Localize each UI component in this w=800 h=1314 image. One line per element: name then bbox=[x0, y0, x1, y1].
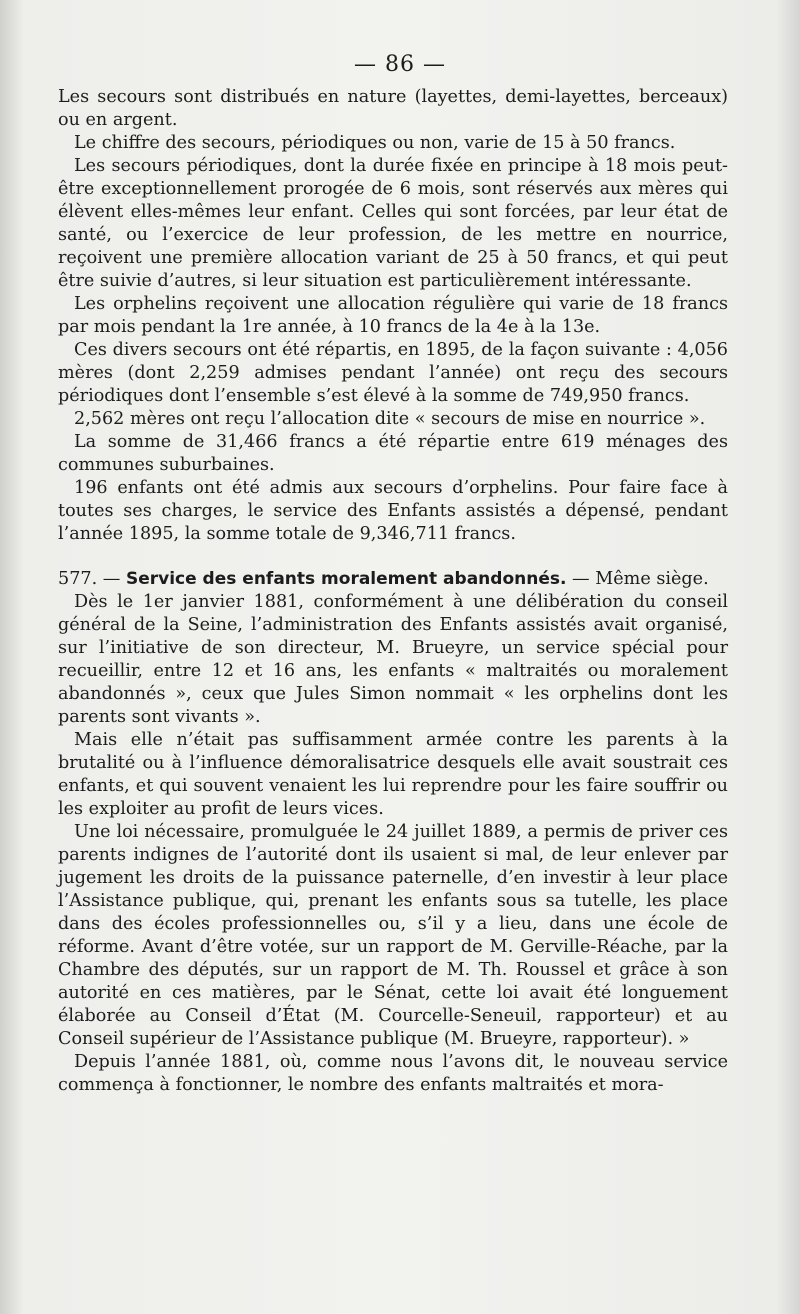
paragraph: Une loi nécessaire, promulguée le 24 juillet 1889, a permis de priver ces parents indignes de l’autorité dont ils usaient si mal, de leur enlever par jugement les droits de la puissance paternelle, d’en investir à leur place l’Assistance publique, qui, prenant les enfants sous sa tutelle, les place dans des écoles professionnelles ou, s’il y a lieu, dans une école de réforme. Avant d’être votée, sur un rapport de M. Gerville-Réache, par la Chambre des députés, sur un rapport de M. Th. Roussel et grâce à son autorité en ces matières, par le Sénat, cette loi avait été longuement élaborée au Conseil d’État (M. Courcelle-Seneuil, rapporteur) et au Conseil supérieur de l’Assistance publique (M. Brueyre, rapporteur). » bbox=[58, 822, 728, 1049]
paragraph: Les secours sont distribués en nature (layettes, demi-layettes, berceaux) ou en argent. bbox=[58, 87, 728, 130]
paragraph: Dès le 1er janvier 1881, conformément à une délibération du conseil général de la Seine, l’administration des Enfants assistés avait organisé, sur l’initiative de son directeur, M. Brueyre, un service spécial pour recueillir, entre 12 et 16 ans, les enfants « maltraités ou moralement abandonnés », ceux que Jules Simon nommait « les orphelins dont les parents sont vivants ». bbox=[58, 592, 728, 727]
section-heading bbox=[58, 568, 728, 591]
section-number: 577. — bbox=[58, 569, 121, 589]
paragraph: Depuis l’année 1881, où, comme nous l’avons dit, le nouveau service commença à fonctionner, le nombre des enfants maltraités et mora- bbox=[58, 1052, 728, 1095]
paragraph: Mais elle n’était pas suffisamment armée contre les parents à la brutalité ou à l’influence démoralisatrice desquels elle avait soustrait ces enfants, et qui souvent venaient les lui reprendre pour les faire souffrir ou les exploiter au profit de leurs vices. bbox=[58, 730, 728, 819]
section-title: Service des enfants moralement abandonnés. bbox=[125, 569, 567, 589]
paragraph: 196 enfants ont été admis aux secours d’orphelins. Pour faire face à toutes ses charges, le service des Enfants assistés a dépensé, pendant l’année 1895, la somme totale de 9,346,711 francs. bbox=[58, 478, 728, 544]
paragraph: 2,562 mères ont reçu l’allocation dite « secours de mise en nourrice ». bbox=[74, 409, 706, 429]
paragraph: Les secours périodiques, dont la durée fixée en principe à 18 mois peut-être exceptionnellement prorogée de 6 mois, sont réservés aux mères qui élèvent elles-mêmes leur enfant. Celles qui sont forcées, par leur état de santé, ou l’exercice de leur profession, de les mettre en nourrice, reçoivent une première allocation variant de 25 à 50 francs, et qui peut être suivie d’autres, si leur situation est particulièrement intéressante. bbox=[58, 156, 728, 291]
paragraph: Les orphelins reçoivent une allocation régulière qui varie de 18 francs par mois pendant la 1re année, à 10 francs de la 4e à la 13e. bbox=[58, 294, 728, 337]
body-text bbox=[58, 86, 728, 1097]
paragraph: Ces divers secours ont été répartis, en 1895, de la façon suivante : 4,056 mères (dont 2,259 admises pendant l’année) ont reçu des secours périodiques dont l’ensemble s’est élevé à la somme de 749,950 francs. bbox=[58, 340, 728, 406]
paragraph: Le chiffre des secours, périodiques ou non, varie de 15 à 50 francs. bbox=[74, 133, 676, 153]
section-subtitle: — Même siège. bbox=[572, 569, 709, 589]
paragraph: La somme de 31,466 francs a été répartie entre 619 ménages des communes suburbaines. bbox=[58, 432, 728, 475]
page-number: — 86 — bbox=[354, 52, 446, 77]
